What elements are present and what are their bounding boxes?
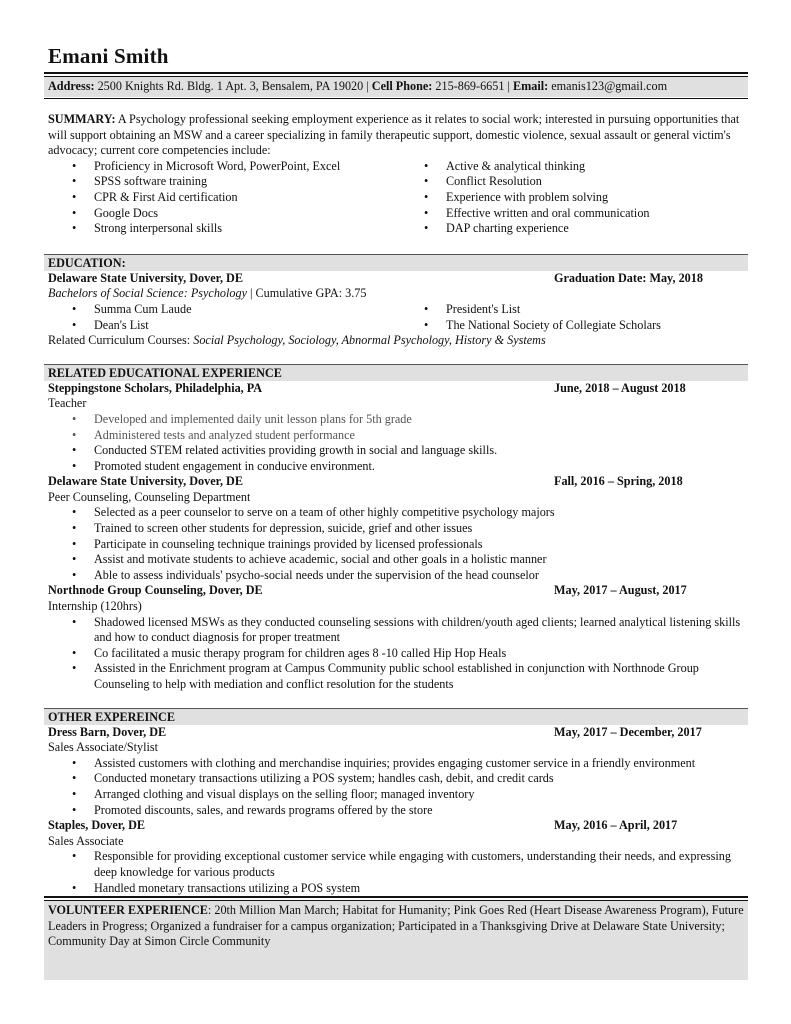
education-date: Graduation Date: May, 2018 (554, 270, 703, 285)
job-organization: Dress Barn, Dover, DE (48, 724, 167, 739)
bullet-item: • Trained to screen other students for depression, suicide, grief and other issues (44, 521, 748, 537)
courses-list: Social Psychology, Sociology, Abnormal Psychology, History & Systems (193, 333, 546, 348)
job-dates: May, 2017 – December, 2017 (554, 724, 702, 739)
header-rule (44, 72, 748, 74)
education-school-row (44, 271, 748, 287)
summary-section (44, 112, 748, 159)
job-organization: Northnode Group Counseling, Dover, DE (48, 583, 263, 598)
job-title: Sales Associate (48, 833, 124, 848)
job-dates: Fall, 2016 – Spring, 2018 (554, 474, 683, 489)
job-organization: Steppingstone Scholars, Philadelphia, PA (48, 380, 263, 395)
volunteer-box (44, 901, 748, 980)
summary-text: A Psychology professional seeking employment experience as it relates to social work; interested in pursuing opportunities that will support obtaining an MSW and a career specializing in family therapeutic support, domestic violence, sexual assault or general victim's advocacy; current core competencies include: (48, 112, 740, 158)
bullet-item: • Selected as a peer counselor to serve on a team of other highly competitive psychology majors (44, 505, 748, 521)
job-bullets (44, 756, 748, 818)
job-bullets (44, 849, 748, 896)
other-jobs (44, 725, 748, 897)
bullet-item: • Conducted monetary transactions utilizing a POS system; handles cash, debit, and credit cards (44, 771, 748, 787)
bullet-item: • The National Society of Collegiate Scholars (396, 318, 748, 334)
job-organization: Staples, Dover, DE (48, 818, 146, 833)
bullet-item: • Participate in counseling technique trainings provided by licensed professionals (44, 537, 748, 553)
job-title: Internship (120hrs) (48, 599, 142, 614)
other-heading: OTHER EXPEREINCE (44, 708, 748, 725)
related-heading: RELATED EDUCATIONAL EXPERIENCE (44, 364, 748, 381)
job-dates: May, 2016 – April, 2017 (554, 818, 678, 833)
bullet-item: • SPSS software training (44, 174, 396, 190)
education-honors (44, 302, 748, 333)
bullet-item: • Active & analytical thinking (396, 159, 748, 175)
bullet-item: • Strong interpersonal skills (44, 221, 396, 237)
bullet-item: • Responsible for providing exceptional customer service while engaging with customers, understanding their needs, and expressing deep knowledge for various products (44, 849, 748, 880)
job-header-row (44, 725, 748, 741)
bullet-item: • Conflict Resolution (396, 174, 748, 190)
bullet-item: • Handled monetary transactions utilizing a POS system (44, 881, 748, 897)
bullet-item: • Assisted customers with clothing and merchandise inquiries; provides engaging customer service in a friendly environment (44, 756, 748, 772)
job-title: Teacher (48, 396, 87, 411)
competencies (44, 159, 748, 237)
honors-right (396, 302, 748, 333)
bullet-item: • Developed and implemented daily unit lesson plans for 5th grade (44, 412, 748, 428)
volunteer-text: : 20th Million Man March; Habitat for Humanity; Pink Goes Red (Heart Disease Awareness Program), Future Leaders in Progress; Organized a fundraiser for a campus organization; Participated in a Thanksgiving Drive at Delaware State University; Community Day at Simon Circle Community (48, 903, 744, 949)
bullet-item: • Co facilitated a music therapy program for children ages 8 -10 called Hip Hop Heals (44, 646, 748, 662)
summary-label: SUMMARY: (48, 112, 116, 126)
job-title: Sales Associate/Stylist (48, 740, 159, 755)
education-degree-line (44, 286, 748, 302)
job-header-row (44, 381, 748, 397)
education-degree: Bachelors of Social Science: Psychology (48, 286, 247, 301)
candidate-name: Emani Smith (48, 44, 169, 68)
resume-page (44, 44, 748, 896)
bullet-item: • Proficiency in Microsoft Word, PowerPoint, Excel (44, 159, 396, 175)
bullet-item: • DAP charting experience (396, 221, 748, 237)
bullet-item: • Summa Cum Laude (44, 302, 396, 318)
bullet-item: • Arranged clothing and visual displays on the selling floor; managed inventory (44, 787, 748, 803)
competencies-left (44, 159, 396, 237)
job-header-row (44, 818, 748, 834)
contact-bar (44, 77, 748, 97)
phone-value: 215-869-6651 | (432, 79, 510, 93)
education-gpa: | Cumulative GPA: 3.75 (247, 286, 367, 301)
address-label: Address: (48, 79, 95, 93)
volunteer-rule (44, 896, 748, 898)
bullet-item: • Assisted in the Enrichment program at Campus Community public school established in conjunction with Northnode Group Counseling to help with mediation and conflict resolution for the students (44, 661, 748, 692)
job-organization: Delaware State University, Dover, DE (48, 474, 243, 489)
education-heading: EDUCATION: (44, 254, 748, 271)
bullet-item: • CPR & First Aid certification (44, 190, 396, 206)
education-courses-line (44, 333, 748, 349)
address-value: 2500 Knights Rd. Bldg. 1 Apt. 3, Bensalem, PA 19020 | (94, 79, 369, 93)
volunteer-section (44, 896, 748, 980)
bullet-item: • Effective written and oral communication (396, 206, 748, 222)
bullet-item: • Able to assess individuals' psycho-social needs under the supervision of the head counselor (44, 568, 748, 584)
job-header-row (44, 583, 748, 599)
bullet-item: • Promoted student engagement in conducive environment. (44, 459, 748, 475)
job-dates: June, 2018 – August 2018 (554, 380, 686, 395)
job-bullets (44, 615, 748, 693)
bullet-item: • Promoted discounts, sales, and rewards programs offered by the store (44, 803, 748, 819)
bullet-item: • President's List (396, 302, 748, 318)
job-bullets (44, 412, 748, 474)
bullet-item: • Dean's List (44, 318, 396, 334)
competencies-right (396, 159, 748, 237)
bullet-item: • Administered tests and analyzed student performance (44, 428, 748, 444)
phone-label: Cell Phone: (371, 79, 433, 93)
email-label: Email: (513, 79, 549, 93)
bullet-item: • Conducted STEM related activities providing growth in social and language skills. (44, 443, 748, 459)
honors-left (44, 302, 396, 333)
bullet-item: • Shadowed licensed MSWs as they conducted counseling sessions with children/youth aged clients; learned analytical listening skills and how to conduct diagnosis for proper treatment (44, 615, 748, 646)
education-school: Delaware State University, Dover, DE (48, 270, 243, 285)
courses-label: Related Curriculum Courses: (48, 333, 194, 348)
email-value: emanis123@gmail.com (548, 79, 668, 93)
job-title: Peer Counseling, Counseling Department (48, 489, 251, 504)
job-header-row (44, 474, 748, 490)
bullet-item: • Google Docs (44, 206, 396, 222)
job-bullets (44, 505, 748, 583)
job-dates: May, 2017 – August, 2017 (554, 583, 687, 598)
volunteer-label: VOLUNTEER EXPERIENCE (48, 903, 208, 917)
bullet-item: • Assist and motivate students to achieve academic, social and other goals in a holistic manner (44, 552, 748, 568)
bullet-item: • Experience with problem solving (396, 190, 748, 206)
related-jobs (44, 381, 748, 693)
